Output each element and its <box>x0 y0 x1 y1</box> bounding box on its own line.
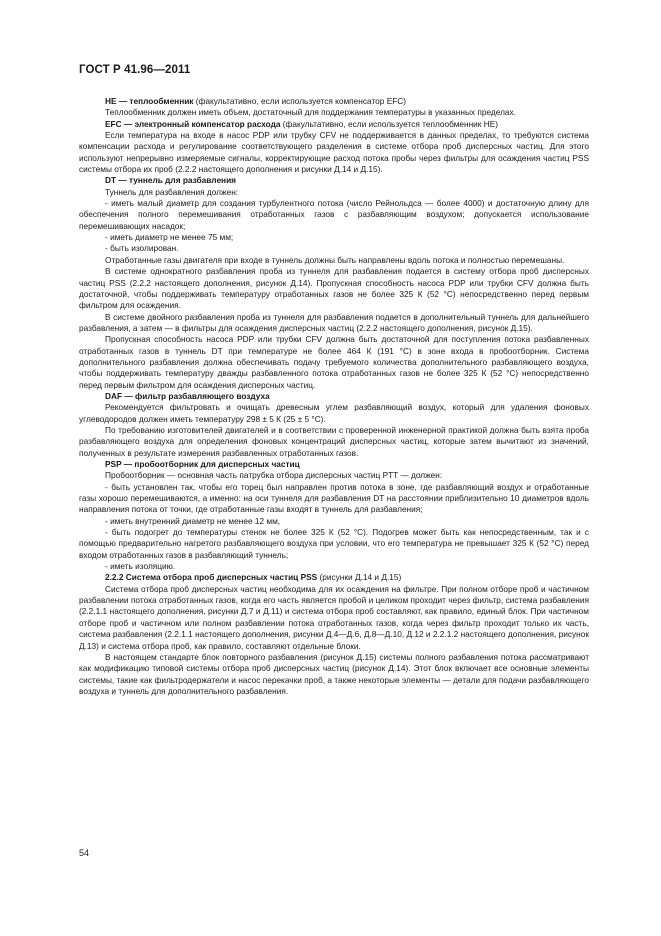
section-heading <box>79 572 589 583</box>
list-item: - иметь внутренний диаметр не менее 12 мм, <box>105 515 281 526</box>
list-item: - иметь изоляцию. <box>105 561 176 572</box>
term-label: HE — теплообменник <box>105 96 194 106</box>
paragraph <box>79 391 589 402</box>
paragraph: Отработанные газы двигателя при входе в туннель должны быть направлены вдоль потока и полностью перемешаны. <box>105 254 565 265</box>
paragraph <box>79 119 589 130</box>
term-label: 2.2.2 Система отбора проб дисперсных частиц PSS <box>105 572 318 583</box>
paragraph: В системе двойного разбавления проба из туннеля для разбавления подается в дополнительный туннель для дальнейшего разбавления, а затем — в фильтры для осаждения дисперсных частиц (2.2.2 настоящего дополнения, рисунок Д.15). <box>79 311 589 333</box>
paragraph: Туннель для разбавления должен: <box>105 186 239 197</box>
term-label: DAF — фильтр разбавляющего воздуха <box>105 390 270 401</box>
paragraph: Если температура на входе в насос PDP или трубку CFV не поддерживается в данных пределах, то требуются система компенсации расхода и регулирование соответствующего разделения в системе отбора проб дисперсных частиц. Для этого используют непрерывно измеряемые сигналы, корректирующие расход потока пробы через фильтры для осаждения частиц PSS системы отбора их проб (2.2.2 настоящего дополнения и рисунки Д.14 и Д.15). <box>79 130 589 175</box>
paragraph: В настоящем стандарте блок повторного разбавления (рисунок Д.15) системы полного разбавления потока рассматривают как модификацию типовой системы отбора проб дисперсных частиц (рисунок Д.14). Этот блок включает все основные элементы системы, такие как фильтродержатели и насос перекачки проб, а также некоторые элементы — детали для подачи разбавляющего воздуха и туннель для дополнительного разбавления. <box>79 651 589 696</box>
term-label: PSP — пробоотборник для дисперсных частиц <box>105 459 300 469</box>
paragraph: Система отбора проб дисперсных частиц необходима для их осаждения на фильтре. При полном отборе проб и частичном разбавлении потока отработанных газов, когда его часть является пробой и целиком проходит через фильтр, система разбавления (2.2.1.1 настоящего дополнения, рисунки Д.7 и Д.11) и система отбора проб составляют, как правило, единый блок. При частичном отборе проб и частичном или полном разбавлении потока отработанных газов, когда через фильтр проходит только их часть, система разбавления (2.2.1.1 настоящего дополнения, рисунки Д.4—Д.6, Д.8—Д.10, Д.12 и 2.2.1.2 настоящего дополнения, рисунок Д.13) и система отбора проб, как правило, составляют отдельные блоки. <box>79 583 589 651</box>
list-item: - иметь малый диаметр для создания турбулентного потока (число Рейнольдса — более 4000) и достаточную длину для обеспечения полного перемешивания отработанных газов с разбавляющим воздухом; допускается использование перемешивающих насадок; <box>79 198 589 231</box>
paragraph-text: (факультативно, если используется теплообменник HE) <box>280 118 499 129</box>
paragraph: В системе однократного разбавления проба из туннеля для разбавления подается в систему отбора проб дисперсных частиц PSS (2.2.2 настоящего дополнения, рисунок Д.14). Пропускная способность насоса PDP или трубки CFV должна быть достаточной, чтобы поддерживать температуру отработанных газов не более 325 К (52 °С) непосредственно перед первым фильтром для осаждения. <box>79 266 589 311</box>
list-item: - иметь диаметр не менее 75 мм; <box>105 232 234 243</box>
document-body <box>79 96 589 697</box>
paragraph-text: (рисунки Д.14 и Д.15) <box>317 572 402 583</box>
paragraph <box>79 459 589 470</box>
paragraph: По требованию изготовителей двигателей и в соответствии с проверенной инженерной практикой должна быть взята проба разбавляющего воздуха для определения фоновых концентраций дисперсных частиц, которые затем вычитают из значений, полученных в результате измерения разбавленных отработанных газов. <box>79 424 589 458</box>
paragraph: Пробоотборник — основная часть патрубка отбора дисперсных частиц PTT — должен: <box>105 470 443 481</box>
paragraph <box>79 96 589 107</box>
document-header: ГОСТ Р 41.96—2011 <box>79 64 191 76</box>
paragraph: Пропускная способность насоса PDP или трубки CFV должна быть достаточной для поступления потока разбавленных отработанных газов в туннель DT при температуре не более 464 К (191 °С) в зоне входа в пробоотборник. Система дополнительного разбавления должна обеспечивать подачу требуемого количества дополнительного разбавляющего воздуха, чтобы поддерживать температуру дважды разбавленного потока отработанных газов не более 325 К (52 °С) непосредственно перед первым фильтром для осаждения дисперсных частиц. <box>79 334 589 390</box>
paragraph-text: (факультативно, если используется компенсатор EFC) <box>193 96 407 106</box>
list-item: - быть подогрет до температуры стенок не более 325 К (52 °С). Подогрев может быть как непосредственным, так и с помощью предварительно нагретого разбавляющего воздуха при условии, что его температура не превышает 325 К (52 °С) перед входом отработанных газов в разбавляющий туннель; <box>79 527 589 560</box>
paragraph: Теплообменник должен иметь объем, достаточный для поддержания температуры в указанных пределах. <box>105 107 516 118</box>
list-item: - быть изолирован. <box>105 243 179 254</box>
list-item: - быть установлен так, чтобы его торец был направлен против потока в зоне, где разбавляющий воздух и отработанные газы хорошо перемешиваются, а именно: на оси туннеля для разбавления DT на расстоянии приблизительно 10 диаметров вдоль направления потока от точки, где отработанные газы входят в туннель для разбавления; <box>79 481 589 515</box>
paragraph: Рекомендуется фильтровать и очищать древесным углем разбавляющий воздух, который для удаления фоновых углеводородов должен иметь температуру 298 ± 5 К (25 ± 5 °С). <box>79 402 589 424</box>
page-number: 54 <box>79 848 90 858</box>
term-label: EFC — электронный компенсатор расхода <box>105 118 281 129</box>
term-label: DT — туннель для разбавления <box>105 175 237 186</box>
paragraph <box>79 175 589 186</box>
